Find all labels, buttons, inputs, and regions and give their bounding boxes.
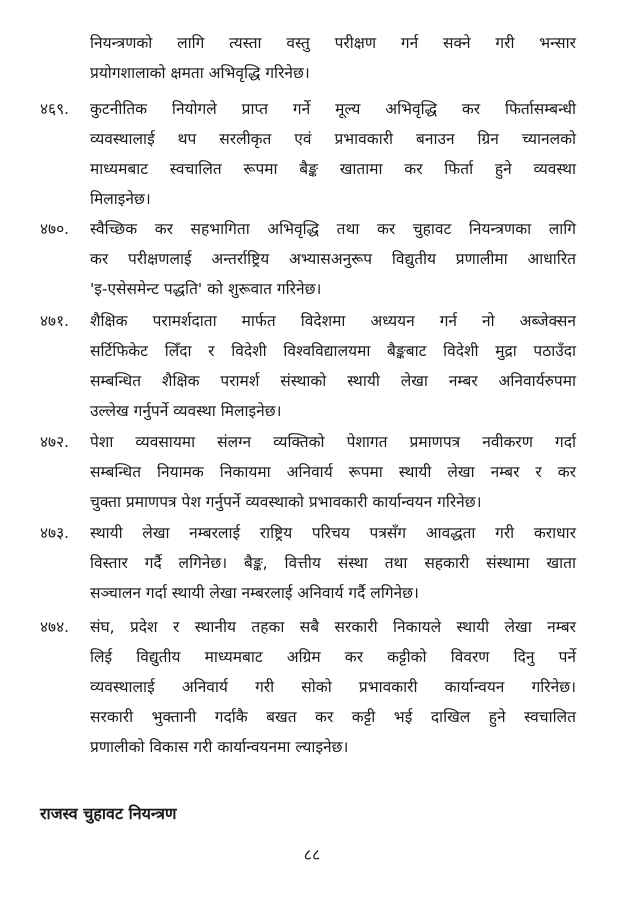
text-line: संघ, प्रदेश र स्थानीय तहका सबै सरकारी निकायले स्थायी लेखा नम्बर <box>90 618 576 636</box>
page-number: ८८ <box>303 845 321 864</box>
paragraph-number: ४७२. <box>40 433 70 451</box>
paragraph-number: ४६९. <box>40 100 70 118</box>
text-line: स्वैच्छिक कर सहभागिता अभिवृद्धि तथा कर चुहावट नियन्त्रणका लागि <box>90 220 576 238</box>
text-line: कर परीक्षणलाई अन्तर्राष्ट्रिय अभ्यासअनुरूप विद्युतीय प्रणालीमा आधारित <box>90 250 576 268</box>
paragraph-474 <box>40 612 576 762</box>
text-line: चुक्ता प्रमाणपत्र पेश गर्नुपर्ने व्यवस्थाको प्रभावकारी कार्यान्वयन गरिनेछ। <box>90 493 482 511</box>
text-line: लिई विद्युतीय माध्यमबाट अग्रिम कर कट्टीको विवरण दिनु पर्ने <box>90 648 576 666</box>
paragraph-text <box>90 306 576 426</box>
text-line: सञ्चालन गर्दा स्थायी लेखा नम्बरलाई अनिवार्य गर्दै लगिनेछ। <box>90 584 419 602</box>
text-line: कुटनीतिक नियोगले प्राप्त गर्ने मूल्य अभिवृद्धि कर फिर्तासम्बन्धी <box>90 100 576 118</box>
section-heading: राजस्व चुहावट नियन्त्रण <box>40 804 177 823</box>
paragraph-473 <box>40 518 576 608</box>
text-line: पेशा व्यवसायमा संलग्न व्यक्तिको पेशागत प्रमाणपत्र नवीकरण गर्दा <box>90 433 576 451</box>
text-line: सरकारी भुक्तानी गर्दाकै बखत कर कट्टी भई दाखिल हुने स्वचालित <box>90 708 576 726</box>
text-line: सम्बन्धित नियामक निकायमा अनिवार्य रूपमा स्थायी लेखा नम्बर र कर <box>90 463 576 481</box>
text-line: नियन्त्रणको लागि त्यस्ता वस्तु परीक्षण गर्न सक्ने गरी भन्सार <box>90 34 576 52</box>
paragraph-number: ४७१. <box>40 312 70 330</box>
text-line: मिलाइनेछ। <box>90 190 151 208</box>
paragraph-472 <box>40 427 576 517</box>
paragraph-text <box>90 94 576 214</box>
text-line: प्रणालीको विकास गरी कार्यान्वयनमा ल्याइनेछ। <box>90 738 349 756</box>
text-line: व्यवस्थालाई थप सरलीकृत एवं प्रभावकारी बनाउन ग्रिन च्यानलको <box>90 130 576 148</box>
text-line: उल्लेख गर्नुपर्ने व्यवस्था मिलाइनेछ। <box>90 402 282 420</box>
paragraph-number: ४७४. <box>40 618 70 636</box>
text-line: शैक्षिक परामर्शदाता मार्फत विदेशमा अध्ययन गर्न नो अब्जेक्सन <box>90 312 576 330</box>
paragraph-469 <box>40 94 576 214</box>
paragraph-471 <box>40 306 576 426</box>
text-line: सम्बन्धित शैक्षिक परामर्श संस्थाको स्थायी लेखा नम्बर अनिवार्यरुपमा <box>90 372 576 390</box>
intro-text <box>90 28 576 88</box>
paragraph-text <box>90 427 576 517</box>
text-line: 'इ-एसेसमेन्ट पद्धति' को शुरूवात गरिनेछ। <box>90 280 322 298</box>
text-line: माध्यमबाट स्वचालित रूपमा बैङ्क खातामा कर फिर्ता हुने व्यवस्था <box>90 160 576 178</box>
text-line: व्यवस्थालाई अनिवार्य गरी सोको प्रभावकारी कार्यान्वयन गरिनेछ। <box>90 678 576 696</box>
paragraph-text <box>90 612 576 762</box>
text-line: विस्तार गर्दै लगिनेछ। बैङ्क, वित्तीय संस्था तथा सहकारी संस्थामा खाता <box>90 554 576 572</box>
paragraph-number: ४७०. <box>40 220 70 238</box>
intro-paragraph <box>40 28 576 88</box>
text-line: प्रयोगशालाको क्षमता अभिवृद्धि गरिनेछ। <box>90 64 310 82</box>
text-line: स्थायी लेखा नम्बरलाई राष्ट्रिय परिचय पत्रसँग आवद्धता गरी कराधार <box>90 524 576 542</box>
paragraph-470 <box>40 214 576 304</box>
text-line: सर्टिफिकेट लिँदा र विदेशी विश्वविद्यालयमा बैङ्कबाट विदेशी मुद्रा पठाउँदा <box>90 342 576 360</box>
paragraph-text <box>90 518 576 608</box>
paragraph-text <box>90 214 576 304</box>
paragraph-number: ४७३. <box>40 524 70 542</box>
